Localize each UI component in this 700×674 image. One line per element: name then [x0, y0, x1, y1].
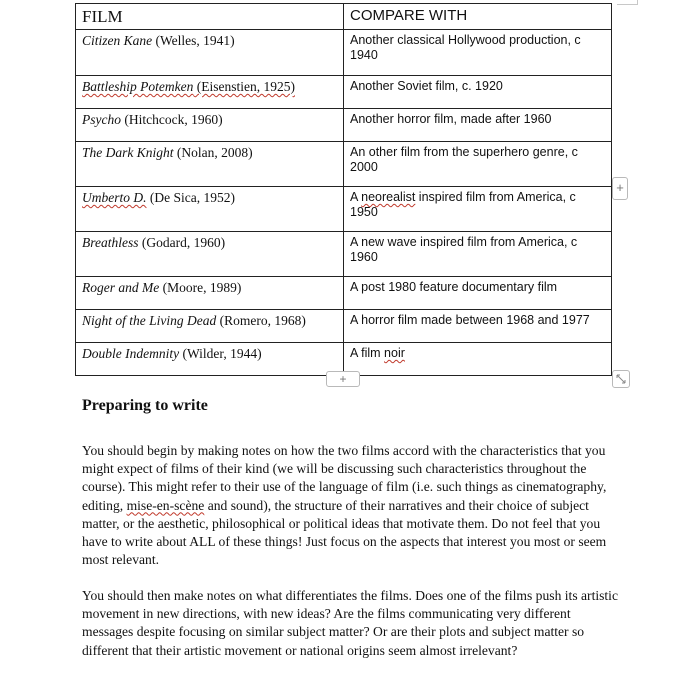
- compare-text: A: [350, 190, 362, 204]
- add-row-button[interactable]: +: [326, 371, 360, 387]
- compare-cell[interactable]: Another Soviet film, c. 1920: [344, 76, 612, 109]
- film-cell[interactable]: [76, 310, 344, 343]
- compare-cell[interactable]: [344, 187, 612, 232]
- compare-text: A film: [350, 346, 385, 360]
- film-credit: (Hitchcock, 1960): [120, 112, 223, 127]
- film-cell[interactable]: [76, 30, 344, 76]
- film-comparison-table: [75, 3, 612, 376]
- section-heading: Preparing to write: [82, 397, 208, 414]
- body-paragraph[interactable]: [82, 442, 622, 569]
- film-cell[interactable]: [76, 142, 344, 187]
- flagged-word: mise-en-scène: [126, 497, 205, 513]
- add-column-button[interactable]: +: [612, 177, 628, 200]
- compare-cell[interactable]: An other film from the superhero genre, c 2000: [344, 142, 612, 187]
- film-credit: (Eisenstien, 1925): [193, 79, 295, 94]
- table-row: [76, 277, 612, 310]
- film-title: The Dark Knight: [82, 145, 174, 160]
- compare-flagged-word: noir: [384, 346, 405, 360]
- film-cell[interactable]: [76, 109, 344, 142]
- paragraph-text: You should begin by making notes on how the two films accord with the characteristics that you might expect of films of their kind (we will be discussing such characteristics throughout the course). This might refer to their use of the language of film (i.e. such things as cinematography, editing,: [82, 443, 607, 513]
- compare-cell[interactable]: Another classical Hollywood production, c 1940: [344, 30, 612, 76]
- film-credit: (De Sica, 1952): [146, 190, 235, 205]
- film-title: Breathless: [82, 235, 139, 250]
- film-title: Umberto D.: [82, 190, 147, 205]
- body-paragraph[interactable]: You should then make notes on what differentiates the films. Does one of the films push its artistic movement in new directions, with new ideas? Are the films communicating very different messages despite focusing on similar subject matter? Or are their plots and subject matter so different that their artistic movement or national origins seem almost irrelevant?: [82, 588, 618, 658]
- table-row: [76, 310, 612, 343]
- compare-cell[interactable]: Another horror film, made after 1960: [344, 109, 612, 142]
- table-row: [76, 142, 612, 187]
- table-row: [76, 109, 612, 142]
- film-title: Night of the Living Dead: [82, 313, 217, 328]
- compare-cell[interactable]: A horror film made between 1968 and 1977: [344, 310, 612, 343]
- table-row: [76, 187, 612, 232]
- film-credit: (Welles, 1941): [152, 33, 235, 48]
- film-cell[interactable]: [76, 187, 344, 232]
- compare-text: inspired film from America, c 1950: [350, 190, 576, 219]
- film-credit: (Nolan, 2008): [173, 145, 253, 160]
- film-title: Battleship Potemken: [82, 79, 194, 94]
- film-cell[interactable]: [76, 232, 344, 277]
- film-column-header: FILM: [76, 4, 344, 30]
- compare-flagged-word: neorealist: [361, 190, 416, 204]
- film-credit: (Moore, 1989): [159, 280, 242, 295]
- resize-arrows-icon: [613, 371, 629, 387]
- table-header-row: [76, 4, 612, 30]
- paragraph-text: and sound), the structure of their narratives and their choice of subject matter, or the aesthetic, philosophical or political ideas that motivate them. Do not feel that you have to write about ALL of these things! Just focus on the aspects that interest you most or seem most relevant.: [82, 497, 607, 568]
- film-title: Double Indemnity: [82, 346, 180, 361]
- film-title: Citizen Kane: [82, 33, 153, 48]
- film-cell[interactable]: [76, 76, 344, 109]
- compare-cell[interactable]: [344, 343, 612, 376]
- film-credit: (Romero, 1968): [216, 313, 306, 328]
- film-title: Psycho: [82, 112, 121, 127]
- compare-cell[interactable]: A post 1980 feature documentary film: [344, 277, 612, 310]
- compare-column-header: COMPARE WITH: [344, 4, 612, 30]
- table-row: [76, 30, 612, 76]
- film-credit: (Wilder, 1944): [179, 346, 262, 361]
- film-credit: (Godard, 1960): [138, 235, 226, 250]
- film-title: Roger and Me: [82, 280, 160, 295]
- table-edge-fragment: [617, 0, 638, 5]
- film-cell[interactable]: [76, 343, 344, 376]
- table-row: [76, 76, 612, 109]
- table-row: [76, 232, 612, 277]
- compare-cell[interactable]: A new wave inspired film from America, c 1960: [344, 232, 612, 277]
- table-resize-handle[interactable]: [612, 370, 630, 388]
- film-cell[interactable]: [76, 277, 344, 310]
